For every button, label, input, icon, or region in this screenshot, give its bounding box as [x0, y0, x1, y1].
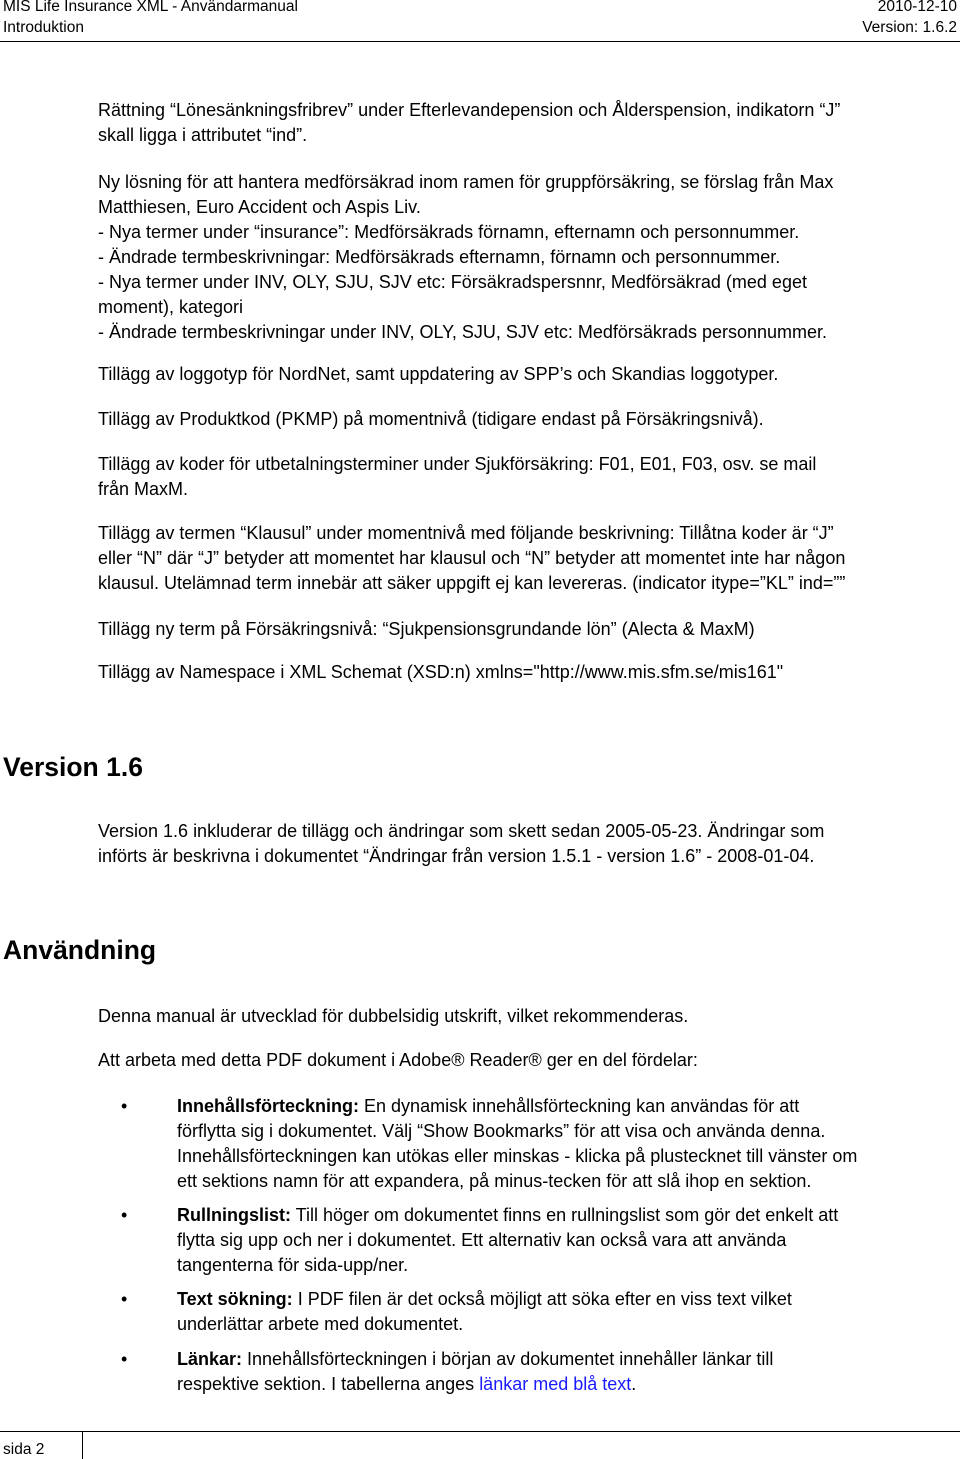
text-line: införts är beskrivna i dokumentet “Ändringar från version 1.5.1 - version 1.6” - 2008-01-04. — [98, 846, 815, 866]
change-item — [98, 170, 958, 345]
bullet-term: Länkar: — [177, 1349, 243, 1369]
change-item — [98, 407, 958, 432]
bullet-marker: • — [121, 1096, 128, 1116]
bullet-marker: • — [121, 1205, 128, 1225]
text-line: Tillägg av loggotyp för NordNet, samt uppdatering av SPP’s och Skandias loggotyper. — [98, 364, 779, 384]
change-item — [98, 452, 958, 502]
text-line: Rättning “Lönesänkningsfribrev” under Efterlevandepension och Ålderspension, indikatorn “J” — [98, 100, 841, 120]
change-item — [98, 362, 958, 387]
text-line: - Ändrade termbeskrivningar: Medförsäkrads efternamn, förnamn och personnummer. — [98, 247, 781, 267]
bullet-text: Till höger om dokumentet finns en rullningslist som gör det enkelt att — [291, 1205, 839, 1225]
text-line: Att arbeta med detta PDF dokument i Adobe® Reader® ger en del fördelar: — [98, 1050, 698, 1070]
section-name: Introduktion — [3, 19, 84, 36]
section-heading-version: Version 1.6 — [3, 752, 143, 782]
text-line: Denna manual är utvecklad för dubbelsidig utskrift, vilket rekommenderas. — [98, 1006, 689, 1026]
change-item — [98, 617, 958, 642]
bullet-item-toc — [177, 1094, 957, 1194]
change-item — [98, 98, 958, 148]
text-line: Innehållsförteckningen kan utökas eller minskas - klicka på plustecknet till vänster om — [177, 1146, 858, 1166]
text-line: Ny lösning för att hantera medförsäkrad inom ramen för gruppförsäkring, se förslag från Max — [98, 172, 834, 192]
bullet-marker: • — [121, 1349, 128, 1369]
bullet-text: En dynamisk innehållsförteckning kan användas för att — [359, 1096, 800, 1116]
text-line: Tillägg ny term på Försäkringsnivå: “Sjukpensionsgrundande lön” (Alecta & MaxM) — [98, 619, 755, 639]
bullet-text: I PDF filen är det också möjligt att söka efter en viss text vilket — [292, 1289, 792, 1309]
bullet-item-links — [177, 1347, 957, 1397]
header-divider — [0, 41, 960, 42]
text-line: moment), kategori — [98, 297, 244, 317]
bullet-text: respektive sektion. I tabellerna anges — [177, 1374, 480, 1394]
bullet-term: Text sökning: — [177, 1289, 293, 1309]
text-line: Tillägg av termen “Klausul” under momentnivå med följande beskrivning: Tillåtna koder är “J” — [98, 523, 834, 543]
bullet-item-search — [177, 1287, 957, 1337]
bullet-marker: • — [121, 1289, 128, 1309]
version-paragraph — [98, 819, 958, 869]
footer-divider — [0, 1431, 960, 1432]
document-date: 2010-12-10 — [877, 0, 957, 15]
usage-intro-2 — [98, 1048, 958, 1073]
change-item — [98, 660, 958, 685]
text-line: från MaxM. — [98, 479, 189, 499]
document-version: Version: 1.6.2 — [862, 19, 957, 36]
bullet-item-scrollbar — [177, 1203, 957, 1278]
bullet-term: Innehållsförteckning: — [177, 1096, 360, 1116]
text-line: - Ändrade termbeskrivningar under INV, OLY, SJU, SJV etc: Medförsäkrads personnummer. — [98, 322, 827, 342]
text-line: Tillägg av koder för utbetalningsterminer under Sjukförsäkring: F01, E01, F03, osv. se mail — [98, 454, 817, 474]
page-number: sida 2 — [3, 1441, 45, 1458]
blue-link-text[interactable]: länkar med blå text — [479, 1374, 632, 1394]
text-line: underlättar arbete med dokumentet. — [177, 1314, 464, 1334]
usage-intro-1 — [98, 1004, 958, 1029]
bullet-term: Rullningslist: — [177, 1205, 291, 1225]
text-line: Version 1.6 inkluderar de tillägg och ändringar som skett sedan 2005-05-23. Ändringar som — [98, 821, 825, 841]
text-line: - Nya termer under INV, OLY, SJU, SJV etc: Försäkradspersnnr, Medförsäkrad (med eget — [98, 272, 807, 292]
footer-separator — [82, 1431, 83, 1459]
text-line: flytta sig upp och ner i dokumentet. Ett alternativ kan också vara att använda — [177, 1230, 787, 1250]
text-line: Matthiesen, Euro Accident och Aspis Liv. — [98, 197, 421, 217]
document-title: MIS Life Insurance XML - Användarmanual — [3, 0, 298, 15]
section-heading-usage: Användning — [3, 935, 157, 965]
bullet-text: Innehållsförteckningen i början av dokumentet innehåller länkar till — [242, 1349, 774, 1369]
bullet-text: . — [631, 1374, 637, 1394]
text-line: eller “N” där “J” betyder att momentet har klausul och “N” betyder att momentet inte har någon — [98, 548, 846, 568]
text-line: ett sektions namn för att expandera, på minus-tecken för att slå ihop en sektion. — [177, 1171, 812, 1191]
text-line: - Nya termer under “insurance”: Medförsäkrads förnamn, efternamn och personnummer. — [98, 222, 800, 242]
text-line: Tillägg av Produktkod (PKMP) på momentnivå (tidigare endast på Försäkringsnivå). — [98, 409, 764, 429]
change-item — [98, 521, 958, 596]
text-line: förflytta sig i dokumentet. Välj “Show Bookmarks” för att visa och använda denna. — [177, 1121, 826, 1141]
text-line: tangenterna för sida-upp/ner. — [177, 1255, 409, 1275]
text-line: klausul. Utelämnad term innebär att säker uppgift ej kan levereras. (indicator itype=”KL” ind=”” — [98, 573, 846, 593]
text-line: Tillägg av Namespace i XML Schemat (XSD:n) xmlns="http://www.mis.sfm.se/mis161" — [98, 662, 784, 682]
text-line: skall ligga i attributet “ind”. — [98, 125, 308, 145]
